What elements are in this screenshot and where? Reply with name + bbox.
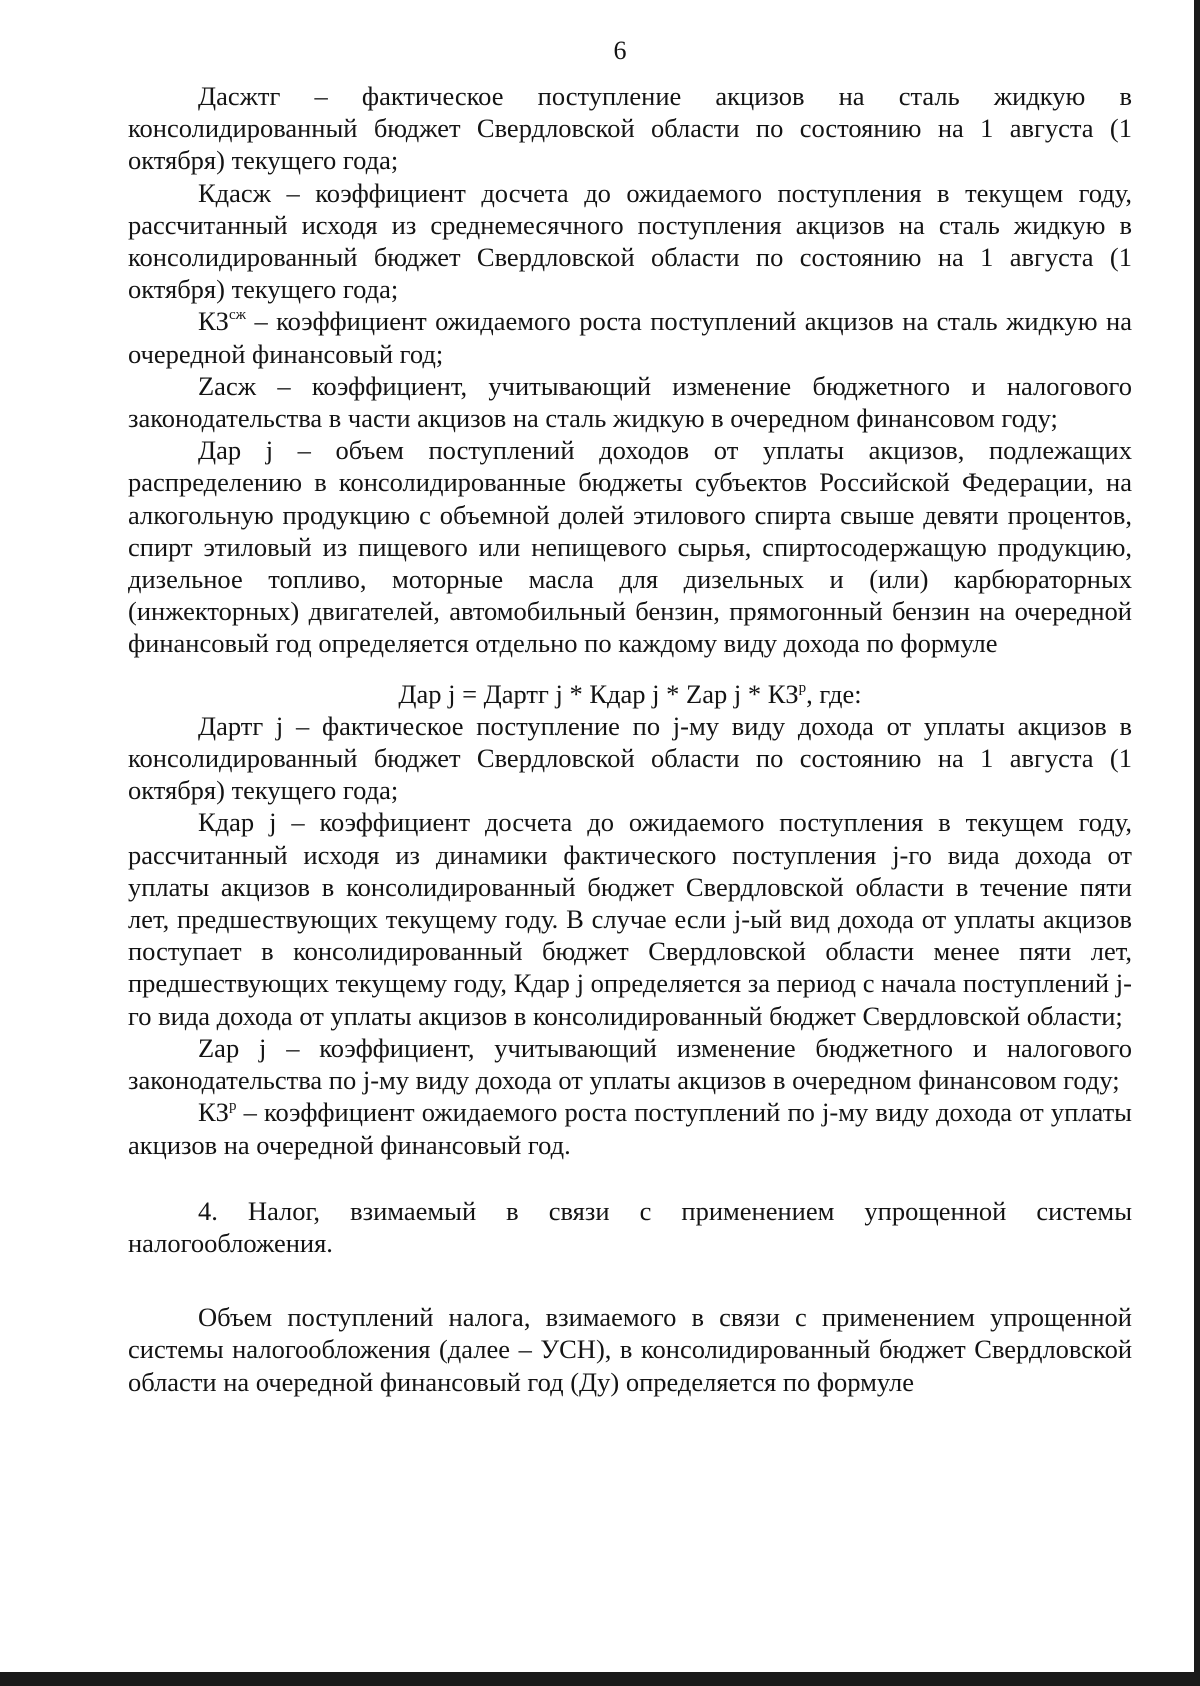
section-heading-usn: 4. Налог, взимаемый в связи с применением упрощенной системы налогообложения. [128,1195,1132,1258]
paragraph-zasj: Zасж – коэффициент, учитывающий изменение бюджетного и налогового законодательства в части акцизов на сталь жидкую в очередном финансовом году; [128,370,1132,434]
paragraph-kdar-j: Кдар j – коэффициент досчета до ожидаемого поступления в текущем году, рассчитанный исходя из динамики фактического поступления j-го вида дохода от уплаты акцизов в консолидированный бюджет Свердловской области в течение пяти лет, предшествующих текущему году. В случае если j-ый вид дохода от уплаты акцизов поступает в консолидированный бюджет Свердловской области менее пяти лет, предшествующих текущему году, Кдар j определяется за период с начала поступлений j-го вида дохода от уплаты акцизов в консолидированный бюджет Свердловской области; [128,807,1132,1031]
formula-superscript: р [798,679,807,696]
formula-text: Дар j = Дартг j * Кдар j * Zар j * КЗ [398,678,799,709]
page-number: 6 [613,36,627,65]
formula-dar-j [128,678,1132,710]
paragraph-dartg-j: Дартг j – фактическое поступление по j-му виду дохода от уплаты акцизов в консолидированный бюджет Свердловской области по состоянию на 1 августа (1 октября) текущего года; [128,710,1132,806]
scan-edge-bottom [0,1672,1200,1686]
superscript-sj: сж [228,307,246,324]
definition-text: – коэффициент ожидаемого роста поступлений по j-му виду дохода от уплаты акцизов на очередной финансовый год. [128,1097,1132,1160]
paragraph-dasjtg: Дасжтг – фактическое поступление акцизов на сталь жидкую в консолидированный бюджет Свердловской области по состоянию на 1 августа (1 октября) текущего года; [128,81,1132,176]
paragraph-zar-j: Zар j – коэффициент, учитывающий изменение бюджетного и налогового законодательства по j-му виду дохода от уплаты акцизов в очередном финансовом году; [128,1032,1132,1096]
paragraph-kdasj: Кдасж – коэффициент досчета до ожидаемого поступления в текущем году, рассчитанный исходя из среднемесячного поступления акцизов на сталь жидкую в консолидированный бюджет Свердловской области по состоянию на 1 августа (1 октября) текущего года; [128,177,1132,305]
definition-text: – коэффициент ожидаемого роста поступлений акцизов на сталь жидкую на очередной финансовый год; [128,306,1132,369]
paragraph-dar-j: Дар j – объем поступлений доходов от уплаты акцизов, подлежащих распределению в консолидированные бюджеты субъектов Российской Федерации, на алкогольную продукцию с объемной долей этилового спирта свыше девяти процентов, спирт этиловый из пищевого или непищевого сырья, спиртосодержащую продукцию, дизельное топливо, моторные масла для дизельных и (или) карбюраторных (инжекторных) двигателей, автомобильный бензин, прямогонный бензин на очередной финансовый год определяется отдельно по каждому виду дохода по формуле [128,435,1132,659]
formula-tail: , где: [806,678,862,709]
scan-edge-right [1194,0,1200,1686]
term-kz: КЗ [198,1097,229,1128]
term-kz: КЗ [198,306,229,337]
paragraph-usn-volume: Объем поступлений налога, взимаемого в связи с применением упрощенной системы налогообложения (далее – УСН), в консолидированный бюджет Свердловской области на очередной финансовый год (Ду) определяется по формуле [128,1302,1132,1397]
superscript-r: р [228,1098,237,1115]
paragraph-kz-r [128,1096,1132,1160]
document-body [128,80,1132,1398]
paragraph-kz-sj [128,305,1132,369]
